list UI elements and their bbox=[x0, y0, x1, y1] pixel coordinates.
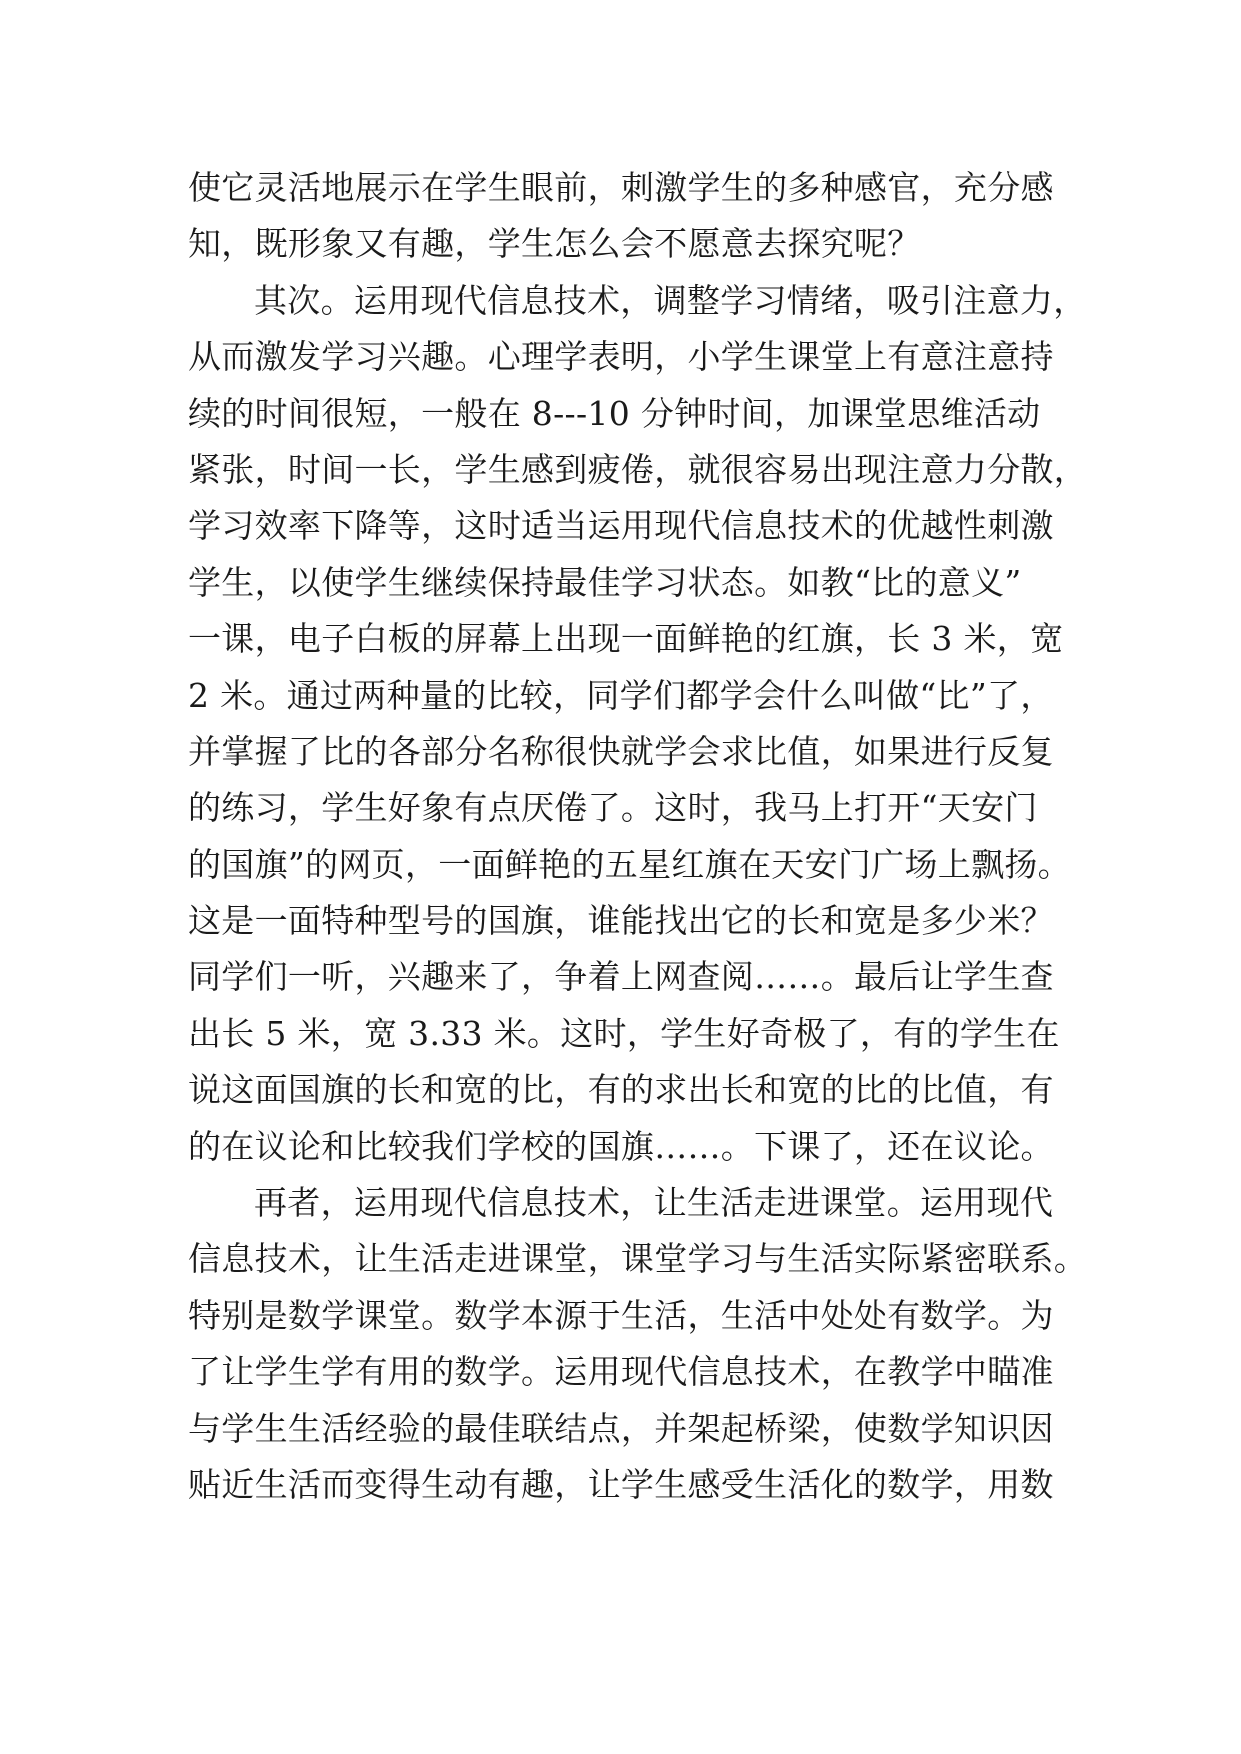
text-line: 并掌握了比的各部分名称很快就学会求比值，如果进行反复 bbox=[188, 731, 1054, 771]
text-line: 这是一面特种型号的国旗，谁能找出它的长和宽是多少米？ bbox=[188, 901, 1054, 941]
text-line: 说这面国旗的长和宽的比，有的求出长和宽的比的比值，有 bbox=[188, 1070, 1054, 1110]
text-line: 贴近生活而变得生动有趣，让学生感受生活化的数学，用数 bbox=[188, 1464, 1054, 1504]
text-line: 出长 5 米，宽 3.33 米。这时，学生好奇极了，有的学生在 bbox=[188, 1013, 1060, 1053]
text-line: 2 米。通过两种量的比较，同学们都学会什么叫做“比”了， bbox=[188, 675, 1054, 715]
body-text bbox=[188, 160, 1088, 1513]
text-line: 使它灵活地展示在学生眼前，刺激学生的多种感官，充分感 bbox=[188, 168, 1054, 207]
text-line: 续的时间很短，一般在 8---10 分钟时间，加课堂思维活动 bbox=[188, 393, 1041, 433]
text-line: 与学生生活经验的最佳联结点，并架起桥梁，使数学知识因 bbox=[188, 1408, 1054, 1448]
text-line: 同学们一听，兴趣来了，争着上网查阅……。最后让学生查 bbox=[188, 957, 1054, 997]
text-line: 的练习，学生好象有点厌倦了。这时，我马上打开“天安门 bbox=[188, 788, 1038, 828]
text-line: 特别是数学课堂。数学本源于生活，生活中处处有数学。为 bbox=[188, 1295, 1054, 1335]
text-line: 信息技术，让生活走进课堂，课堂学习与生活实际紧密联系。 bbox=[188, 1239, 1088, 1279]
text-line: 一课，电子白板的屏幕上出现一面鲜艳的红旗，长 3 米，宽 bbox=[188, 619, 1064, 659]
text-line: 的在议论和比较我们学校的国旗……。下课了，还在议论。 bbox=[188, 1126, 1054, 1166]
text-line: 学生，以使学生继续保持最佳学习状态。如教“比的意义” bbox=[188, 562, 1022, 602]
text-line: 了让学生学有用的数学。运用现代信息技术，在教学中瞄准 bbox=[188, 1352, 1054, 1392]
text-line: 学习效率下降等，这时适当运用现代信息技术的优越性刺激 bbox=[188, 506, 1054, 546]
text-line: 从而激发学习兴趣。心理学表明，小学生课堂上有意注意持 bbox=[188, 337, 1054, 377]
text-line: 的国旗”的网页，一面鲜艳的五星红旗在天安门广场上飘扬。 bbox=[188, 844, 1071, 884]
paragraph-start-line: 其次。运用现代信息技术，调整学习情绪，吸引注意力， bbox=[254, 280, 1087, 320]
text-line: 紧张，时间一长，学生感到疲倦，就很容易出现注意力分散， bbox=[188, 449, 1088, 489]
paragraph-start-line: 再者，运用现代信息技术，让生活走进课堂。运用现代 bbox=[254, 1183, 1054, 1223]
text-line: 知，既形象又有趣，学生怎么会不愿意去探究呢？ bbox=[188, 224, 921, 264]
